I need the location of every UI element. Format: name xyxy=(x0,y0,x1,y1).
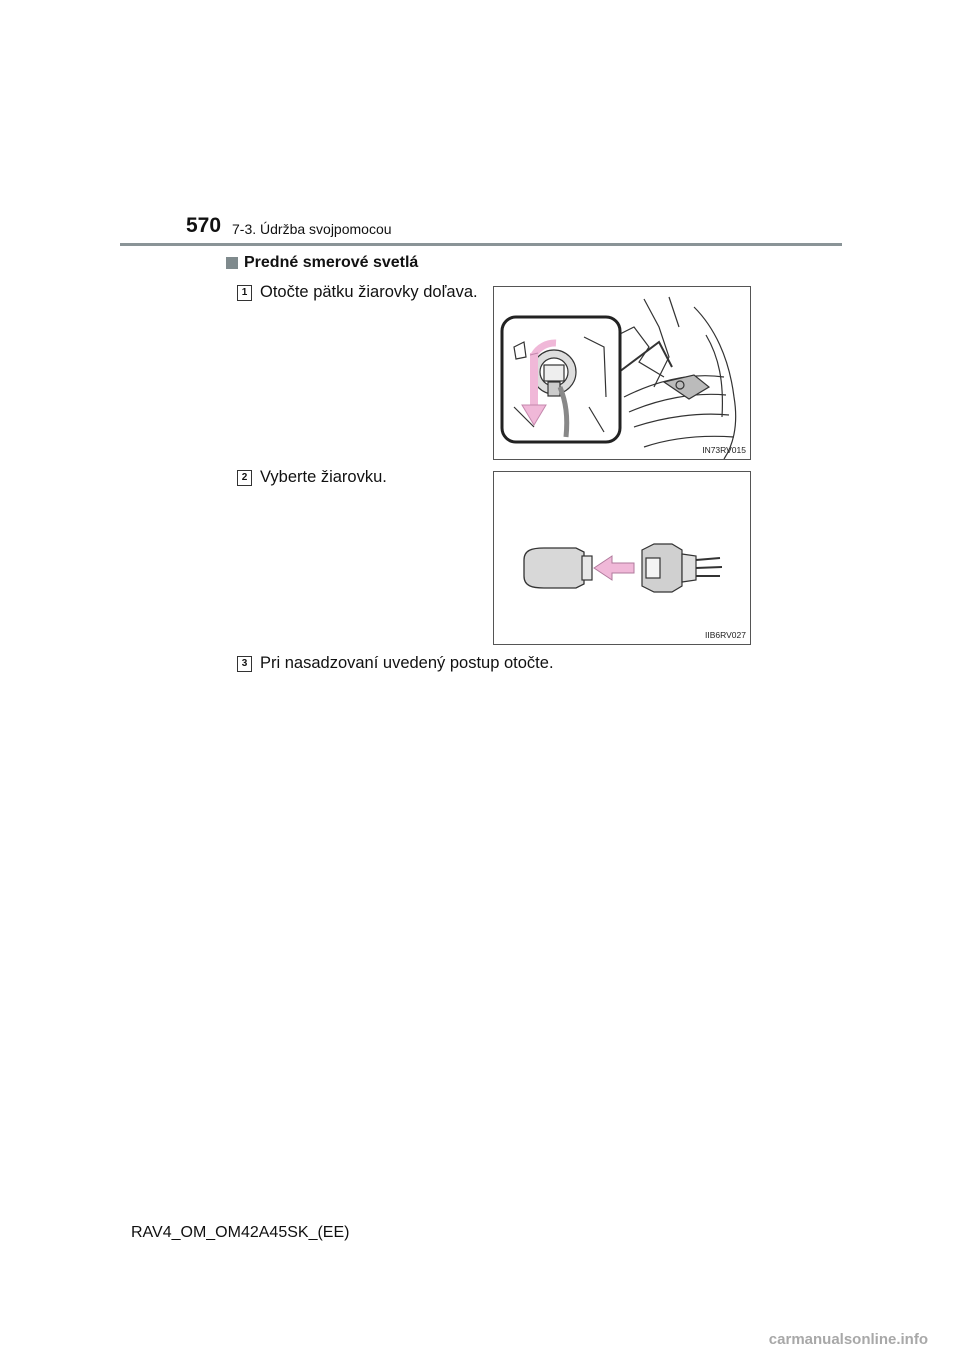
figure-remove-bulb xyxy=(493,471,751,645)
step-number-2: 2 xyxy=(237,470,252,486)
document-code: RAV4_OM_OM42A45SK_(EE) xyxy=(131,1224,350,1241)
figure-code: IN73RV015 xyxy=(702,445,746,455)
headlight-illustration xyxy=(494,287,750,459)
header-rule xyxy=(120,243,842,246)
step-text-1: Otočte pätku žiarovky doľava. xyxy=(260,283,478,301)
step-text-3: Pri nasadzovaní uvedený postup otočte. xyxy=(260,654,554,672)
step-number-1: 1 xyxy=(237,285,252,301)
figure-turn-bulb-base xyxy=(493,286,751,460)
section-heading: Predné smerové svetlá xyxy=(244,254,419,271)
step-number-3: 3 xyxy=(237,656,252,672)
bulb-removal-illustration xyxy=(494,472,750,644)
heading-bullet-icon xyxy=(226,257,238,269)
page-number: 570 xyxy=(186,214,222,237)
section-title: 7-3. Údržba svojpomocou xyxy=(232,221,392,237)
watermark-text: carmanualsonline.info xyxy=(768,1331,928,1348)
figure-code: IIB6RV027 xyxy=(705,630,746,640)
step-text-2: Vyberte žiarovku. xyxy=(260,468,387,486)
